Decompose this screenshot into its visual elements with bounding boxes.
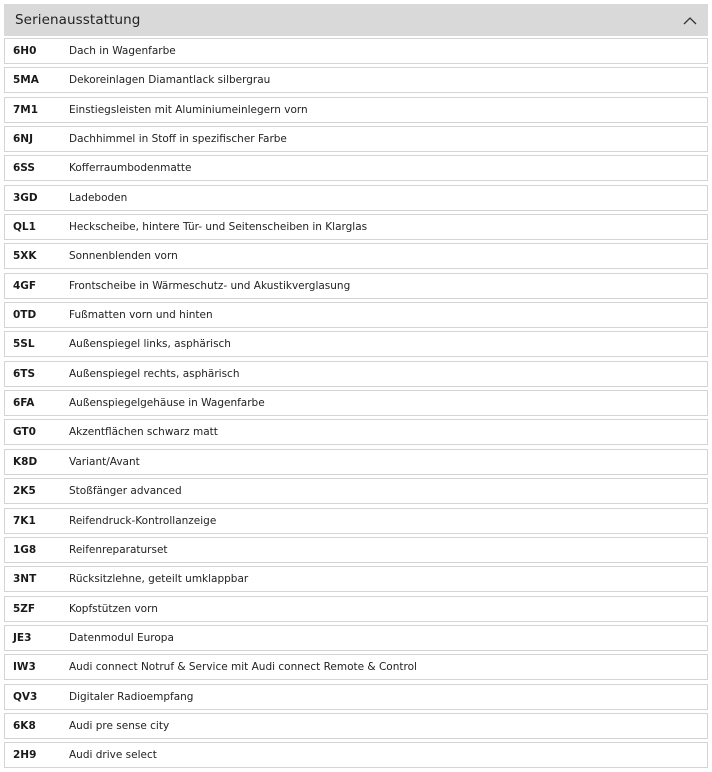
equipment-code: 5MA — [13, 74, 39, 87]
equipment-description: Datenmodul Europa — [69, 631, 174, 644]
equipment-description: Reifenreparaturset — [69, 543, 168, 556]
list-item — [4, 390, 708, 416]
list-item — [4, 537, 708, 563]
equipment-description: Kopfstützen vorn — [69, 602, 158, 615]
equipment-description: Heckscheibe, hintere Tür- und Seitenscheiben in Klarglas — [69, 221, 368, 234]
equipment-code: 6TS — [13, 367, 36, 380]
list-item — [4, 302, 708, 328]
equipment-code: 2K5 — [13, 485, 36, 498]
equipment-description: Dachhimmel in Stoff in spezifischer Farbe — [69, 133, 287, 146]
list-item — [4, 214, 708, 240]
equipment-code: 3GD — [13, 191, 38, 204]
equipment-code: GT0 — [13, 426, 36, 439]
list-item — [4, 566, 708, 592]
list-item — [4, 742, 708, 768]
list-item — [4, 713, 708, 739]
equipment-description: Außenspiegelgehäuse in Wagenfarbe — [69, 397, 265, 410]
equipment-list — [4, 38, 708, 768]
equipment-code: 7K1 — [13, 514, 36, 527]
list-item — [4, 654, 708, 680]
list-item — [4, 684, 708, 710]
equipment-description: Sonnenblenden vorn — [69, 250, 178, 263]
list-item — [4, 126, 708, 152]
equipment-description: Audi pre sense city — [69, 719, 170, 732]
equipment-code: 0TD — [13, 309, 37, 322]
equipment-description: Dekoreinlagen Diamantlack silbergrau — [69, 74, 271, 87]
equipment-description: Einstiegsleisten mit Aluminiumeinlegern vorn — [69, 103, 308, 116]
equipment-code: 4GF — [13, 279, 37, 292]
equipment-code: 6K8 — [13, 719, 36, 732]
equipment-description: Audi connect Notruf & Service mit Audi connect Remote & Control — [69, 661, 417, 674]
equipment-description: Digitaler Radioempfang — [69, 690, 194, 703]
equipment-code: QV3 — [13, 690, 38, 703]
list-item — [4, 243, 708, 269]
equipment-description: Dach in Wagenfarbe — [69, 45, 176, 57]
list-item — [4, 625, 708, 651]
equipment-code: QL1 — [13, 221, 36, 234]
list-item — [4, 67, 708, 93]
equipment-code: 6H0 — [13, 45, 37, 57]
equipment-code: 6NJ — [13, 133, 34, 146]
equipment-description: Stoßfänger advanced — [69, 485, 182, 498]
list-item — [4, 38, 708, 64]
equipment-description: Variant/Avant — [69, 455, 140, 468]
chevron-up-icon[interactable] — [682, 12, 698, 28]
list-item — [4, 273, 708, 299]
list-item — [4, 97, 708, 123]
equipment-code: 5ZF — [13, 602, 36, 615]
list-item — [4, 596, 708, 622]
equipment-code: IW3 — [13, 661, 36, 674]
list-item — [4, 419, 708, 445]
equipment-code: 6SS — [13, 162, 35, 175]
list-item — [4, 155, 708, 181]
equipment-description: Außenspiegel rechts, asphärisch — [69, 367, 240, 380]
list-item — [4, 185, 708, 211]
equipment-description: Fußmatten vorn und hinten — [69, 309, 213, 322]
equipment-description: Kofferraumbodenmatte — [69, 162, 192, 175]
list-item — [4, 508, 708, 534]
equipment-code: 7M1 — [13, 103, 39, 116]
equipment-code: 3NT — [13, 573, 37, 586]
list-item — [4, 331, 708, 357]
equipment-description: Audi drive select — [69, 749, 157, 762]
accordion-header[interactable] — [4, 4, 708, 36]
equipment-description: Rücksitzlehne, geteilt umklappbar — [69, 573, 249, 586]
equipment-code: 1G8 — [13, 543, 37, 556]
equipment-code: JE3 — [13, 631, 32, 644]
equipment-code: 5SL — [13, 338, 35, 351]
equipment-code: 5XK — [13, 250, 37, 263]
equipment-code: 2H9 — [13, 749, 37, 762]
equipment-description: Akzentflächen schwarz matt — [69, 426, 218, 439]
equipment-description: Ladeboden — [69, 191, 128, 204]
list-item — [4, 361, 708, 387]
equipment-description: Außenspiegel links, asphärisch — [69, 338, 231, 351]
list-item — [4, 449, 708, 475]
equipment-description: Reifendruck-Kontrollanzeige — [69, 514, 217, 527]
equipment-code: 6FA — [13, 397, 35, 410]
equipment-description: Frontscheibe in Wärmeschutz- und Akustikverglasung — [69, 279, 351, 292]
equipment-accordion — [4, 4, 708, 768]
list-item — [4, 478, 708, 504]
section-title: Serienausstattung — [15, 12, 141, 28]
equipment-code: K8D — [13, 455, 38, 468]
